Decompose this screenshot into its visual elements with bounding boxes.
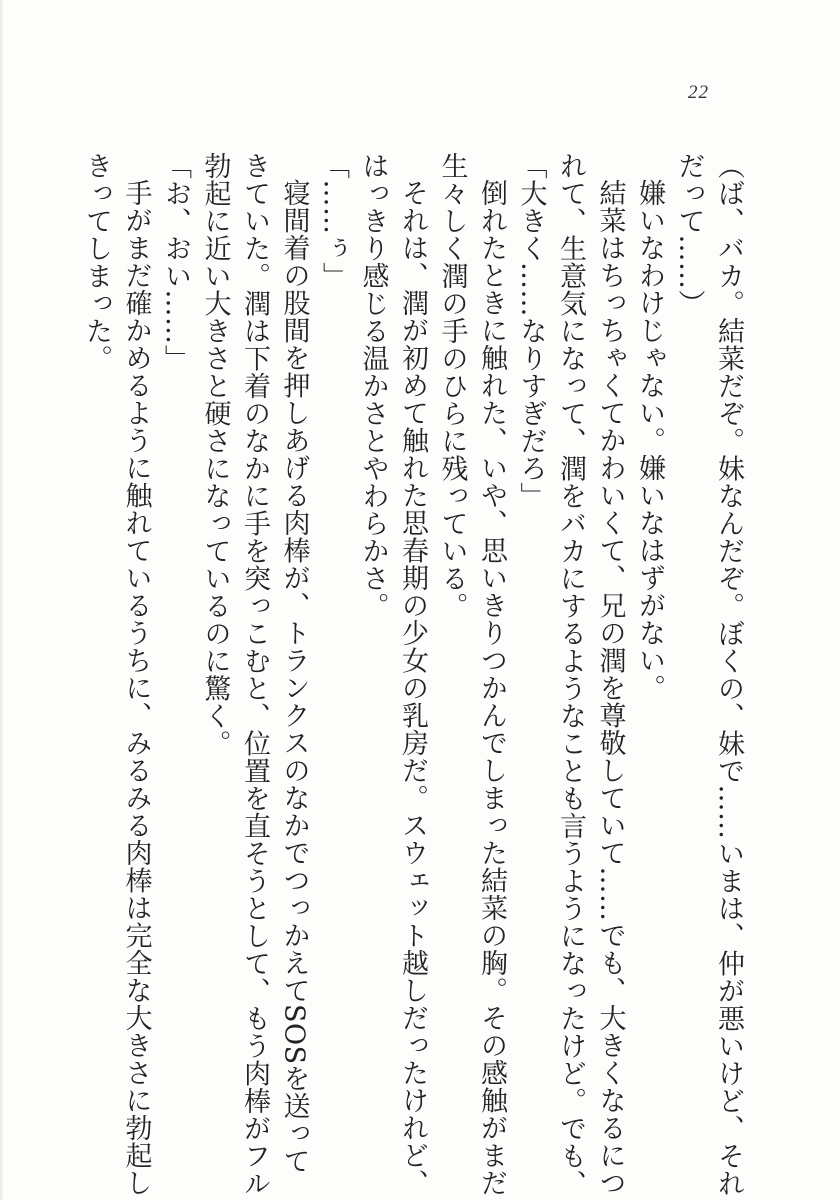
page-number: 22	[688, 82, 709, 103]
vertical-text-body	[81, 152, 748, 1197]
text-line: 結菜はちっちゃくてかわいくて、兄の潤を尊敬していて……でも、大きくなるにつ	[594, 179, 626, 1197]
text-line: それは、潤が初めて触れた思春期の少女の乳房だ。スウェット越しだったけれど、	[397, 179, 428, 1197]
text-line: 寝間着の股間を押しあげる肉棒が、トランクスのなかでつっかえてSOSを送って	[278, 179, 310, 1175]
dialogue-line: 「……ぅ」	[318, 152, 349, 290]
text-line: れて、生意気になって、潤をバカにするようなことも言うようになったけど。でも、	[555, 152, 586, 1197]
text-line: きってしまった。	[81, 152, 112, 372]
text-line: だって……）	[673, 152, 705, 317]
dialogue-line: 「お、おい……」	[160, 152, 191, 372]
dialogue-line: 「大きく……なりすぎだろ」	[515, 152, 547, 510]
text-line: 倒れたときに触れた、いや、思いきりつかんでしまった結菜の胸。その感触がまだ	[476, 179, 507, 1197]
text-line: はっきり感じる温かさとやわらかさ。	[357, 152, 389, 620]
text-line: 生々しく潤の手のひらに残っている。	[436, 152, 468, 620]
text-line: 嫌いなわけじゃない。嫌いなはずがない。	[634, 179, 665, 702]
scan-edge-shadow	[0, 0, 4, 1200]
text-line: 勃起に近い大きさと硬さになっているのに驚く。	[199, 152, 231, 757]
text-line: （ば、バカ。結菜だぞ。妹なんだぞ。ぼくの、妹で……いまは、仲が悪いけど、それ	[713, 152, 744, 1197]
text-line: 手がまだ確かめるように触れているうちに、みるみる肉棒は完全な大きさに勃起し	[120, 179, 152, 1197]
text-line: きていた。潤は下着のなかに手を突っこむと、位置を直そうとして、もう肉棒がフル	[239, 152, 270, 1197]
